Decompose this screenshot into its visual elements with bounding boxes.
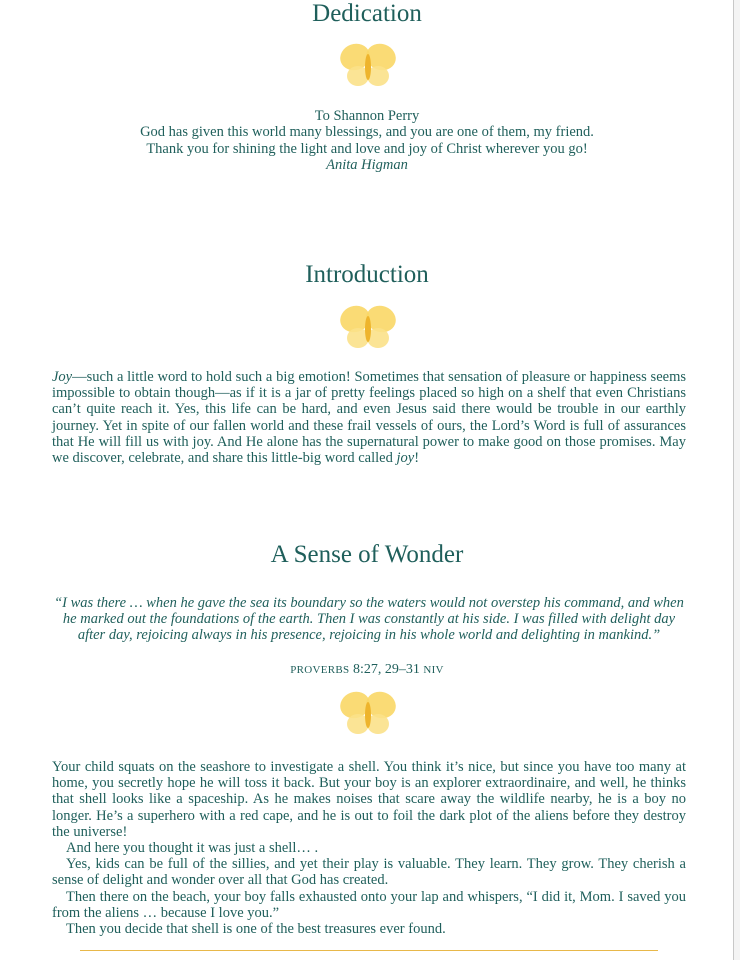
- footer-rule: [80, 950, 658, 951]
- introduction-end-punct: !: [414, 450, 420, 467]
- joy-end-word: joy: [396, 450, 415, 467]
- dedication-author: Anita Higman: [326, 157, 408, 173]
- body-paragraph: Then there on the beach, your boy falls exhausted onto your lap and whispers, “I did it, Mom. I saved you from the aliens … because I love you.”: [52, 888, 686, 921]
- scripture-reference: [0, 662, 734, 678]
- body-paragraph: Then you decide that shell is one of the best treasures ever found.: [66, 921, 446, 938]
- ref-version: NIV: [423, 664, 444, 676]
- joy-word: Joy: [52, 369, 73, 385]
- page-edge: [733, 0, 740, 960]
- chapter-title: A Sense of Wonder: [270, 541, 464, 568]
- introduction-title: Introduction: [305, 261, 429, 288]
- butterfly-icon: [338, 40, 398, 90]
- chapter-body: [52, 759, 686, 937]
- butterfly-icon: [338, 302, 398, 352]
- dedication-line: Thank you for shining the light and love and joy of Christ wherever you go!: [146, 141, 588, 157]
- ref-book: PROVERBS: [290, 664, 350, 676]
- body-paragraph: Your child squats on the seashore to investigate a shell. You think it’s nice, but since you have too many at home, you secretly hope he will toss it back. But your boy is an explorer extraordinaire, and well, he thinks that shell looks like a spaceship. As he makes noises that scare away the wildlife nearby, he is a boy no longer. He’s a superhero with a red cape, and he is out to foil the dark plot of the aliens before they destroy the universe!: [52, 759, 686, 840]
- scripture-quote: “I was there … when he gave the sea its boundary so the waters would not overstep his command, and when he marked out the foundations of the earth. Then I was constantly at his side. I was filled with delight day after day, rejoicing always in his presence, rejoicing in his whole world and delighting in mankind.”: [54, 595, 684, 644]
- body-paragraph: And here you thought it was just a shell… .: [66, 840, 319, 857]
- introduction-body: —such a little word to hold such a big emotion! Sometimes that sensation of pleasure or happiness seems impossible to obtain though—as if it is a jar of pretty feelings placed so high on a shelf that even Christians can’t quite reach it. Yes, this life can be hard, and even Jesus said there would be trouble in our earthly journey. Yet in spite of our fallen world and these frail vessels of ours, the Lord’s Word is full of assurances that He will fill us with joy. And He alone has the supernatural power to make good on those promises. May we discover, celebrate, and share this little-big word called: [52, 369, 686, 467]
- dedication-line: God has given this world many blessings, and you are one of them, my friend.: [140, 124, 594, 140]
- ref-verse: 8:27, 29–31: [352, 662, 420, 677]
- dedication-recipient: To Shannon Perry: [314, 108, 420, 124]
- introduction-paragraph: [52, 369, 686, 466]
- body-paragraph: Yes, kids can be full of the sillies, and yet their play is valuable. They learn. They grow. They cherish a sense of delight and wonder over all that God has created.: [52, 856, 686, 889]
- butterfly-icon: [338, 688, 398, 738]
- dedication-title: Dedication: [312, 0, 422, 27]
